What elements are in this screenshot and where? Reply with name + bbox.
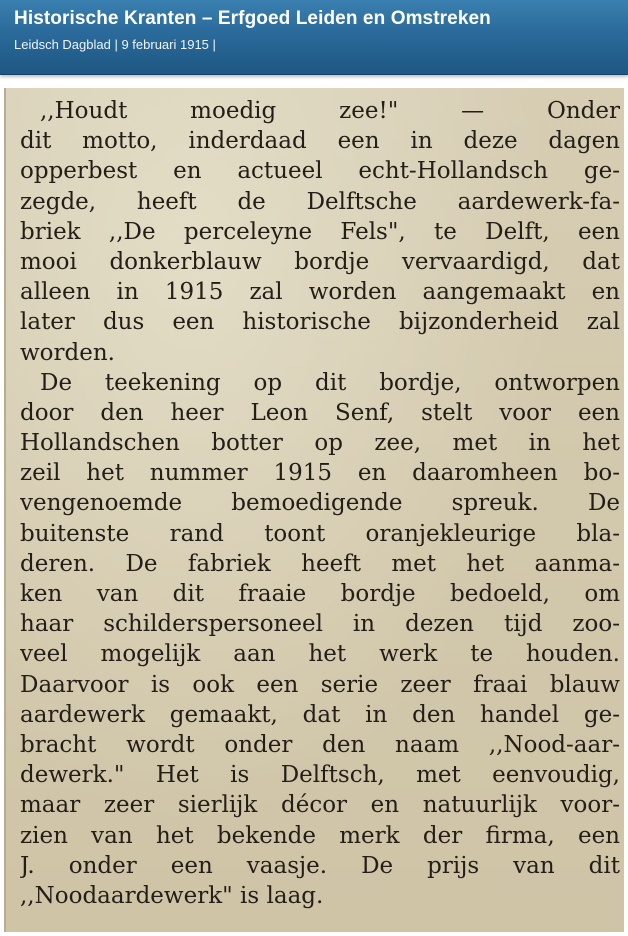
- article-line: ,,Noodaardewerk" is laag.: [20, 882, 324, 909]
- article-line: buitenste rand toont oranjekleurige bla-: [20, 520, 620, 547]
- site-title[interactable]: Historische Kranten – Erfgoed Leiden en Omstreken: [14, 8, 491, 29]
- article-line: vengenoemde bemoedigende spreuk. De: [20, 490, 620, 517]
- article-line: J. onder een vaasje. De prijs van dit: [20, 852, 620, 879]
- article-line: ,,Houdt moedig zee!" — Onder: [40, 98, 620, 124]
- newspaper-citation: Leidsch Dagblad | 9 februari 1915 |: [14, 37, 216, 52]
- article-line: dit motto, inderdaad een in deze dagen: [20, 128, 620, 155]
- newspaper-clipping: [4, 88, 624, 932]
- article-line: dewerk." Het is Delftsch, met eenvoudig,: [20, 762, 620, 789]
- article-line: veel mogelijk aan het werk te houden.: [20, 641, 620, 668]
- article-line: aardewerk gemaakt, dat in den handel ge-: [20, 701, 620, 728]
- article-text: [20, 96, 620, 911]
- article-line: later dus een historische bijzonderheid zal: [20, 309, 620, 336]
- article-line: zien van het bekende merk der firma, een: [20, 822, 620, 849]
- article-line: Daarvoor is ook een serie zeer fraai blauw: [20, 671, 620, 698]
- article-line: maar zeer sierlijk décor en natuurlijk voor-: [20, 792, 620, 819]
- article-line: worden.: [20, 339, 115, 366]
- article-line: deren. De fabriek heeft met het aanma-: [20, 550, 620, 577]
- article-line: briek ,,De perceleyne Fels", te Delft, een: [20, 218, 620, 245]
- article-line: haar schilderspersoneel in dezen tijd zoo-: [20, 611, 620, 638]
- article-line: opperbest en actueel echt-Hollandsch ge-: [20, 158, 620, 185]
- site-header: [0, 0, 628, 75]
- article-line: zeil het nummer 1915 en daaromheen bo-: [20, 460, 620, 487]
- article-line: alleen in 1915 zal worden aangemaakt en: [20, 279, 620, 306]
- article-line: door den heer Leon Senf, stelt voor een: [20, 399, 620, 426]
- article-line: mooi donkerblauw bordje vervaardigd, dat: [20, 248, 620, 275]
- article-line: De teekening op dit bordje, ontworpen: [40, 369, 620, 396]
- article-line: zegde, heeft de Delftsche aardewerk-fa-: [20, 188, 620, 215]
- article-line: ken van dit fraaie bordje bedoeld, om: [20, 581, 620, 607]
- article-line: Hollandschen botter op zee, met in het: [20, 430, 620, 457]
- article-line: bracht wordt onder den naam ,,Nood-aar-: [20, 731, 620, 758]
